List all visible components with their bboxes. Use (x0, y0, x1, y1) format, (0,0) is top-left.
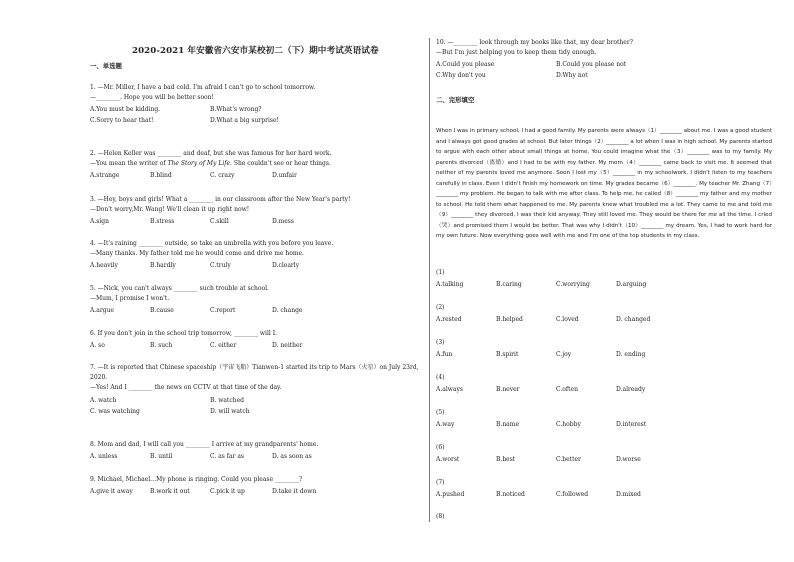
option-c: C.joy (556, 351, 572, 358)
question-2-line-1: 2. —Helen Keller was ________ and deaf, but she was famous for her hard work. (90, 150, 332, 157)
option-b: B.What's wrong? (210, 106, 262, 113)
option-d: D. ending (616, 351, 646, 358)
option-c: C.often (556, 386, 578, 393)
option-b: B. until (150, 453, 173, 460)
question-8-line-1: 8. Mom and dad, I will call you ________ I arrive at my grandparents' home. (90, 441, 319, 448)
option-b: B.never (496, 386, 520, 393)
option-a: A.You must be kidding. (90, 106, 161, 113)
option-a: A. unless (90, 453, 118, 460)
option-c: C.hobby (556, 421, 581, 428)
section-heading-single-choice: 一、单选题 (90, 62, 122, 70)
question-4-line-1: 4. —It's raining ________ outside, so take an umbrella with you before you leave. (90, 240, 334, 247)
question-7-line-1: 7. —It is reported that Chinese spaceship（宇宙飞船）Tianwen-1 started its trip to Mars（火星）on July 23rd, (90, 364, 419, 371)
option-c: C.pick it up (210, 488, 245, 495)
section-heading-cloze: 二、完形填空 (436, 96, 475, 104)
option-c: C. as far as (210, 453, 244, 460)
cloze-number-5: (5) (436, 409, 445, 416)
cloze-number-7: (7) (436, 479, 445, 486)
option-a: A.worst (436, 456, 460, 463)
option-d: D. will watch (210, 408, 250, 415)
question-6-line-1: 6. If you don't join in the school trip tomorrow, ________ will I. (90, 330, 277, 337)
question-3-line-2: —Don't worry,Mr. Wang! We'll clean it up right now! (90, 206, 250, 213)
option-d: D.What a big surprise! (210, 117, 279, 124)
option-a: A.heavily (90, 262, 118, 269)
option-c: C.loved (556, 316, 579, 323)
option-d: D.mess (272, 218, 294, 225)
option-b: B.helped (496, 316, 523, 323)
option-c: C.Why don't you (436, 72, 486, 79)
option-d: D.already (616, 386, 646, 393)
page-title: 2020-2021 年安徽省六安市某校初二（下）期中考试英语试卷 (132, 46, 379, 56)
option-c: C.report (210, 307, 236, 314)
question-1-line-2: —________. Hope you will be better soon! (90, 94, 214, 101)
option-b: B. such (150, 342, 173, 349)
option-a: A. so (90, 342, 105, 349)
option-d: D.mixed (616, 491, 641, 498)
option-a: A.give it away (90, 488, 133, 495)
option-c: C. either (210, 342, 237, 349)
cloze-number-3: (3) (436, 339, 445, 346)
option-d: D. changed (616, 316, 651, 323)
option-d: D.unfair (272, 172, 297, 179)
option-b: B.name (496, 421, 519, 428)
option-d: D.arguing (616, 281, 647, 288)
option-b: B.caring (496, 281, 522, 288)
option-c: C. was watching (90, 408, 140, 415)
option-d: D.Why not (556, 72, 588, 79)
option-a: A.fun (436, 351, 453, 358)
question-2-line-2: —You mean the writer of The Story of My Life. She couldn't see or hear things. (90, 160, 331, 167)
cloze-number-8: (8) (436, 513, 445, 520)
question-3-line-1: 3. —Hey, boys and girls! What a ________ in our classroom after the New Year's party! (90, 196, 351, 203)
question-5-line-2: —Mum, I promise I won't. (90, 295, 170, 302)
option-b: B.spirit (496, 351, 519, 358)
option-a: A.sign (90, 218, 109, 225)
option-d: D.take it down (272, 488, 317, 495)
option-c: C.better (556, 456, 581, 463)
column-divider (429, 38, 430, 522)
option-b: B.best (496, 456, 516, 463)
option-d: D.interest (616, 421, 647, 428)
cloze-number-1: (1) (436, 269, 445, 276)
option-a: A.argue (90, 307, 114, 314)
option-c: C.skill (210, 218, 229, 225)
question-7-line-3: —Yes! And I ________ the news on CCTV at that time of the day. (90, 384, 282, 391)
option-a: A. watch (90, 397, 117, 404)
cloze-number-4: (4) (436, 374, 445, 381)
cloze-number-2: (2) (436, 304, 445, 311)
question-10-line-1: 10. —________ look through my books like that, my dear brother? (436, 39, 633, 46)
question-9-line-1: 9. Michael, Michael…My phone is ringing. Could you please ________? (90, 476, 303, 483)
option-b: B.stress (150, 218, 175, 225)
question-1-line-1: 1. —Mr. Miller, I have a bad cold. I'm afraid I can't go to school tomorrow. (90, 84, 316, 91)
option-a: A.always (436, 386, 463, 393)
question-4-line-2: —Many thanks. My father told me he would come and drive me home. (90, 250, 304, 257)
option-a: A.talking (436, 281, 464, 288)
option-d: D. as soon as (272, 453, 312, 460)
option-d: D.clearly (272, 262, 300, 269)
question-7-line-2: 2020. (90, 374, 108, 381)
option-c: C.followed (556, 491, 589, 498)
option-d: D. neither (272, 342, 303, 349)
option-d: D. change (272, 307, 303, 314)
cloze-number-6: (6) (436, 444, 445, 451)
question-10-line-2: —But I'm just helping you to keep them tidy enough. (436, 49, 597, 56)
option-a: A.way (436, 421, 455, 428)
option-c: C. crazy (210, 172, 235, 179)
option-c: C.worrying (556, 281, 590, 288)
option-a: A.rested (436, 316, 462, 323)
cloze-passage: When I was in primary school, I had a good family. My parents were always（1）________ about me. I was a good student and I always got good grades at school. But later things（2）________ a lot when I was in high school. My parents started to argue with each other about small things at home. You could imagine what the（3）________ was to my family. My parents divorced（离婚）and I had to be with my father. My mom（4）________ came back to visit me. It seemed that neither of my parents loved me anymore. Soon I lost my（5）________ in my schoolwork. I didn't listen to my teachers carefully in class. Even I didn't finish my homework on time. My grades became（6）________. My teacher Mr. Zhang（7）________ my problem. He began to talk with me after class. To help me, he called（8）________ my father and my mother to school. He told them what happened to me. My parents knew what troubled me a lot. They came to me and told me（9）________ they divorced, I was their kid anyway. They still loved me. They would be there for me all the time. I cried（哭）and promised them I would be better. That was why I didn't（10）________ my dream. Yes, I had to work hard for my own future. Now everything goes well with me and I'm one of the top students in my class. (436, 128, 772, 239)
option-c: C.truly (210, 262, 231, 269)
option-b: B.blind (150, 172, 172, 179)
option-b: B. watched (210, 397, 244, 404)
option-b: B.Could you please not (556, 61, 627, 68)
option-b: B.cause (150, 307, 174, 314)
option-d: D.worse (616, 456, 641, 463)
option-a: A.strange (90, 172, 120, 179)
option-a: A.pushed (436, 491, 465, 498)
option-b: B.hardly (150, 262, 176, 269)
book-title: The Story of My Life (167, 160, 231, 167)
option-c: C.Sorry to hear that! (90, 117, 154, 124)
question-5-line-1: 5. —Nick, you can't always ________ such trouble at school. (90, 285, 269, 292)
option-b: B.work it out (150, 488, 190, 495)
option-a: A.Could you please (436, 61, 495, 68)
option-b: B.noticed (496, 491, 525, 498)
